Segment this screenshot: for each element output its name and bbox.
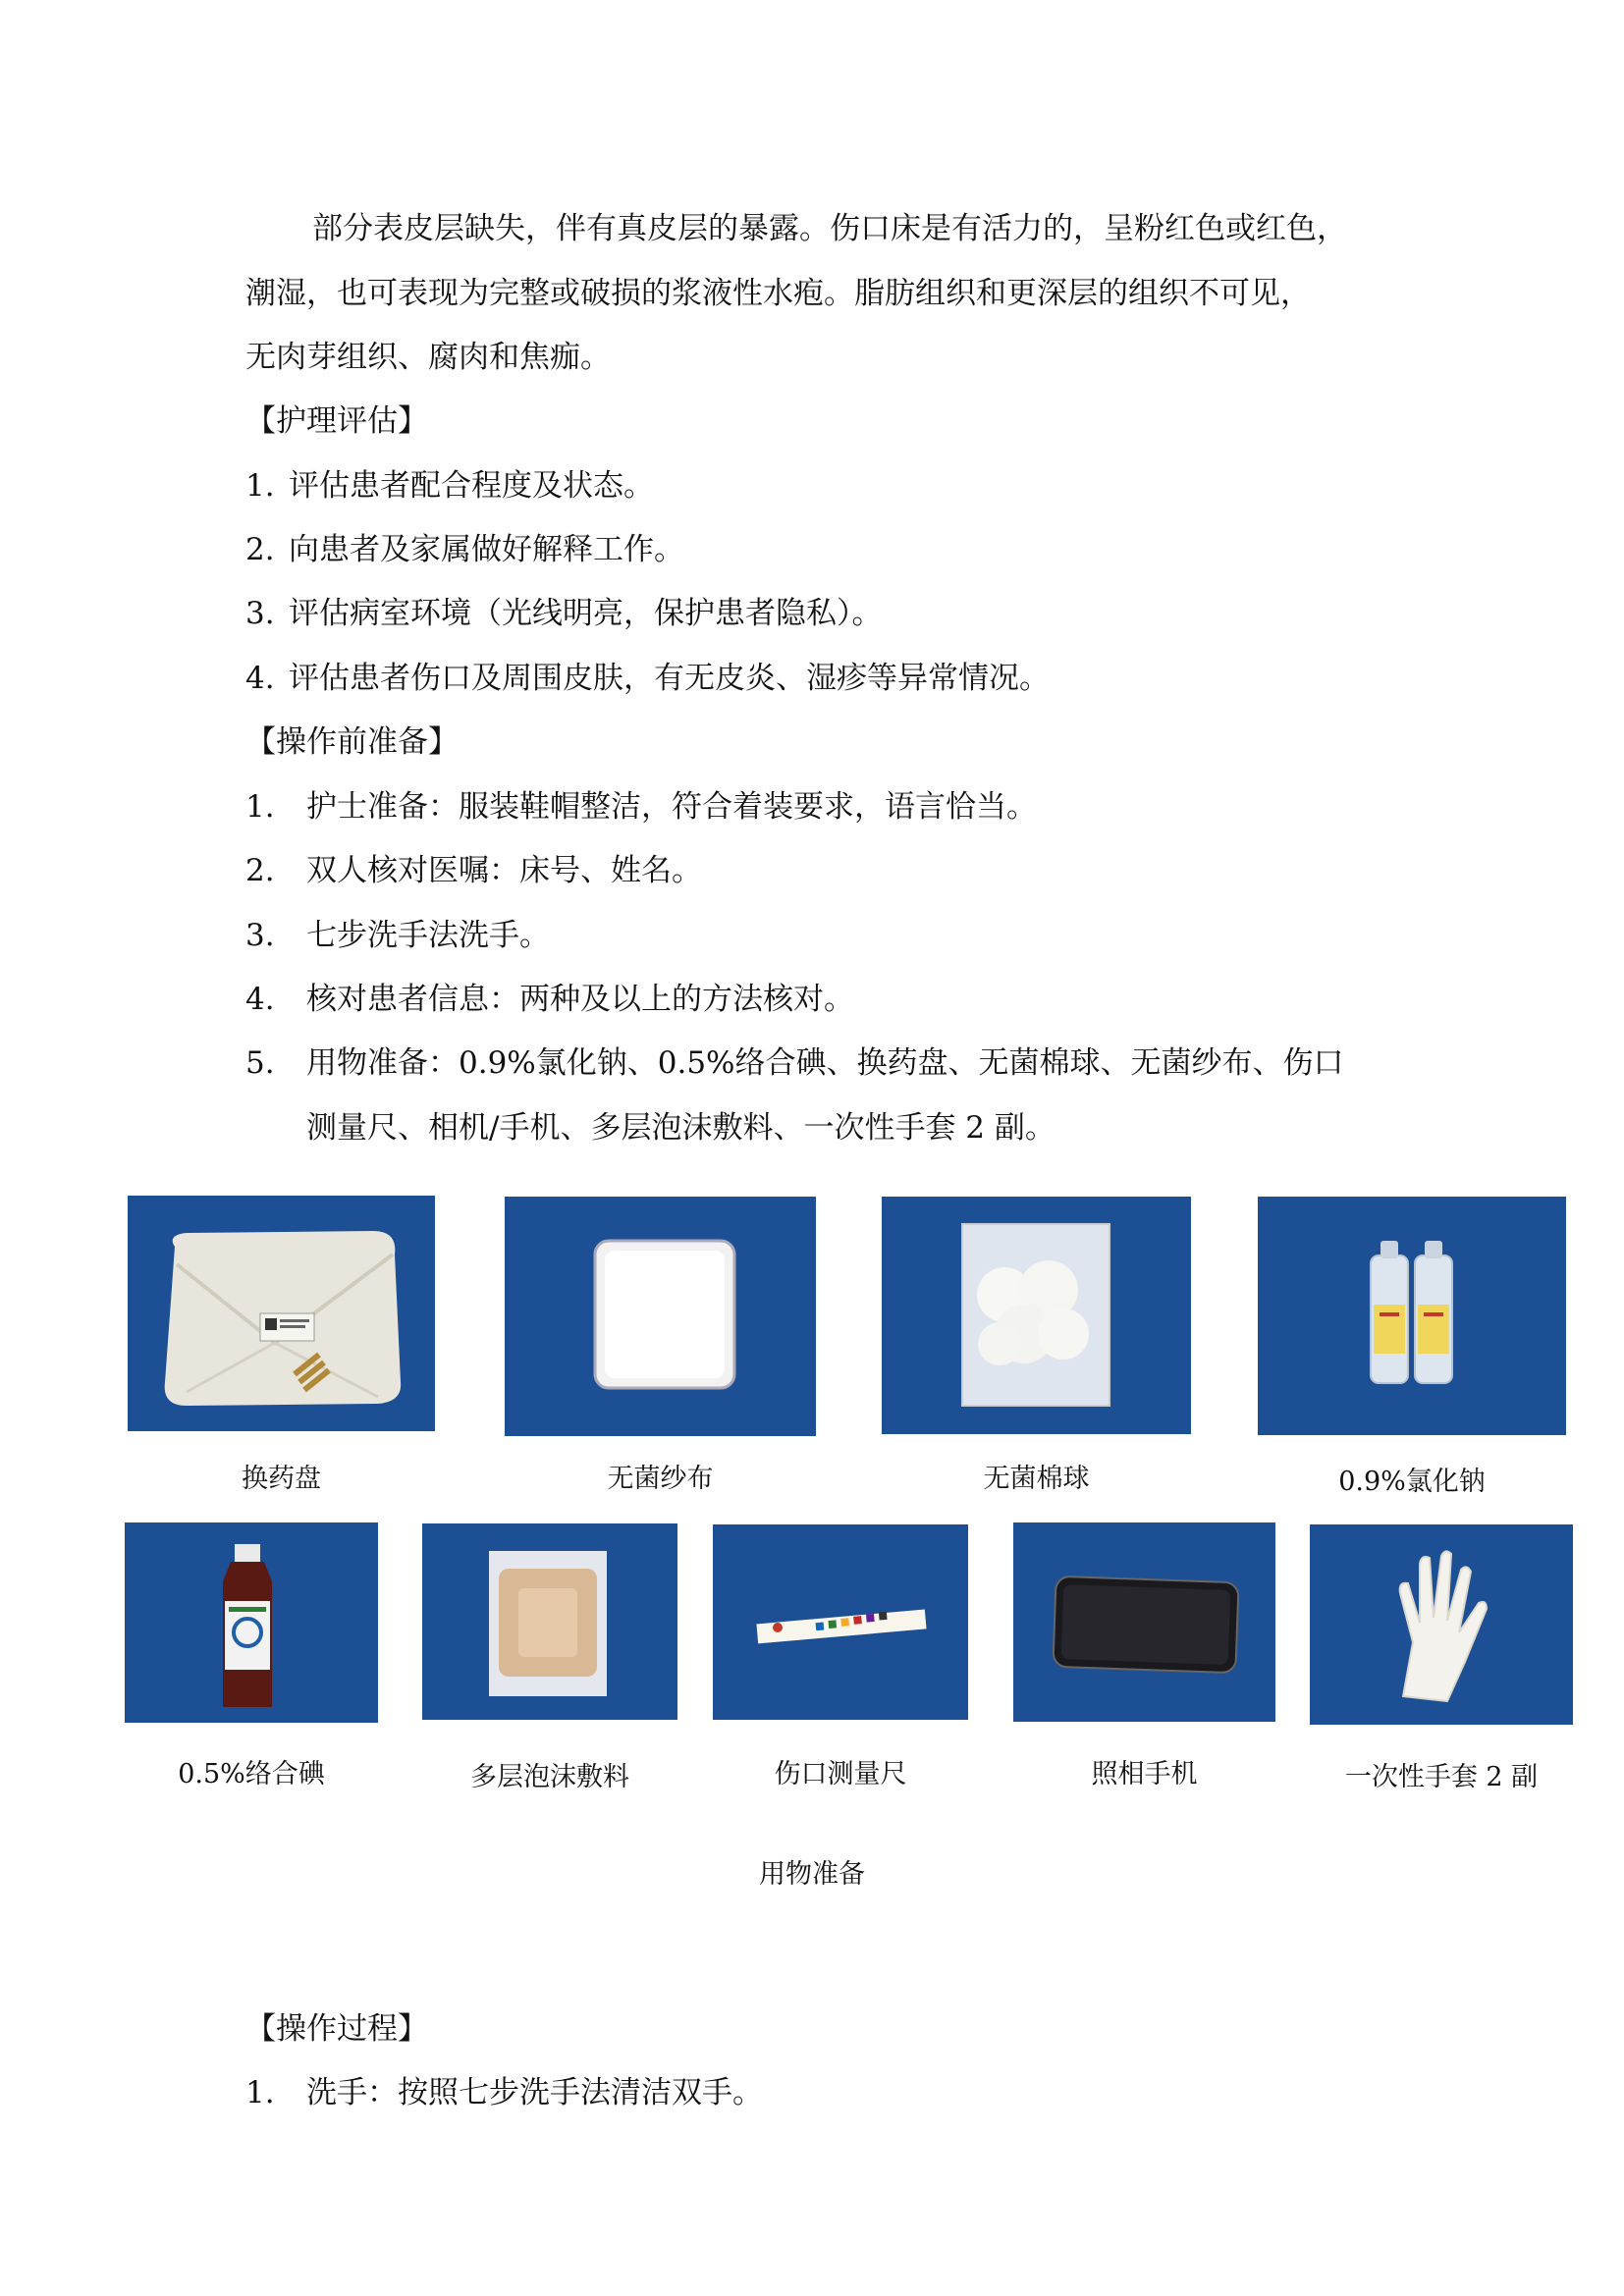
saline-photo [1258, 1197, 1566, 1435]
prep-item-text: 护士准备：服装鞋帽整洁，符合着装要求，语言恰当。 [306, 789, 1037, 825]
prep-item-num: 4. [245, 982, 275, 1017]
assessment-item-text: 评估患者伤口及周围皮肤，有无皮炎、湿疹等异常情况。 [289, 661, 1050, 696]
caption-wound-ruler: 伤口测量尺 [774, 1759, 907, 1789]
prep-item-text: 核对患者信息：两种及以上的方法核对。 [306, 982, 854, 1017]
camera-phone-photo [1013, 1522, 1275, 1722]
intro-line-3: 无肉芽组织、腐肉和焦痂。 [245, 340, 611, 375]
caption-gloves: 一次性手套 2 副 [1344, 1762, 1539, 1792]
assessment-item-text: 向患者及家属做好解释工作。 [289, 532, 684, 567]
intro-line-2: 潮湿，也可表现为完整或破损的浆液性水疱。脂肪组织和更深层的组织不可见， [245, 276, 1311, 311]
prep-item-num: 5. [245, 1045, 275, 1081]
assessment-item-num: 4. [245, 661, 275, 696]
prep-item-continuation: 测量尺、相机/手机、多层泡沫敷料、一次性手套 2 副。 [306, 1110, 1056, 1146]
prep-item-text: 用物准备：0.9%氯化钠、0.5%络合碘、换药盘、无菌棉球、无菌纱布、伤口 [306, 1045, 1344, 1081]
prep-heading: 【操作前准备】 [245, 724, 459, 760]
caption-foam-dressing: 多层泡沫敷料 [470, 1762, 629, 1792]
caption-sterile-cotton-balls: 无菌棉球 [983, 1464, 1090, 1494]
assessment-item-num: 1. [245, 468, 275, 504]
assessment-item-num: 3. [245, 596, 275, 631]
prep-item-text: 七步洗手法洗手。 [306, 918, 550, 953]
prep-item-num: 1. [245, 789, 275, 825]
prep-item-text: 双人核对医嘱：床号、姓名。 [306, 853, 702, 888]
caption-saline: 0.9%氯化钠 [1338, 1467, 1486, 1497]
gloves-photo [1310, 1524, 1573, 1725]
iodine-photo [125, 1522, 378, 1723]
foam-dressing-photo [422, 1523, 677, 1720]
process-heading: 【操作过程】 [245, 2011, 428, 2047]
caption-dressing-tray: 换药盘 [242, 1464, 321, 1494]
caption-iodine: 0.5%络合碘 [178, 1759, 325, 1789]
sterile-gauze-photo [505, 1197, 816, 1436]
sterile-cotton-balls-photo [882, 1197, 1191, 1434]
prep-item-num: 3. [245, 918, 275, 953]
process-item-text: 洗手：按照七步洗手法清洁双手。 [306, 2075, 763, 2110]
figure-caption: 用物准备 [759, 1859, 865, 1890]
process-item-num: 1. [245, 2075, 275, 2110]
dressing-tray-photo [128, 1196, 435, 1431]
assessment-item-text: 评估患者配合程度及状态。 [289, 468, 654, 504]
assessment-heading: 【护理评估】 [245, 403, 428, 439]
caption-sterile-gauze: 无菌纱布 [607, 1464, 714, 1494]
caption-camera-phone: 照相手机 [1091, 1759, 1198, 1789]
prep-item-num: 2. [245, 853, 275, 888]
assessment-item-num: 2. [245, 532, 275, 567]
wound-ruler-photo [713, 1524, 968, 1720]
assessment-item-text: 评估病室环境（光线明亮，保护患者隐私）。 [289, 596, 883, 631]
intro-line-1: 部分表皮层缺失，伴有真皮层的暴露。伤口床是有活力的，呈粉红色或红色， [312, 211, 1347, 246]
